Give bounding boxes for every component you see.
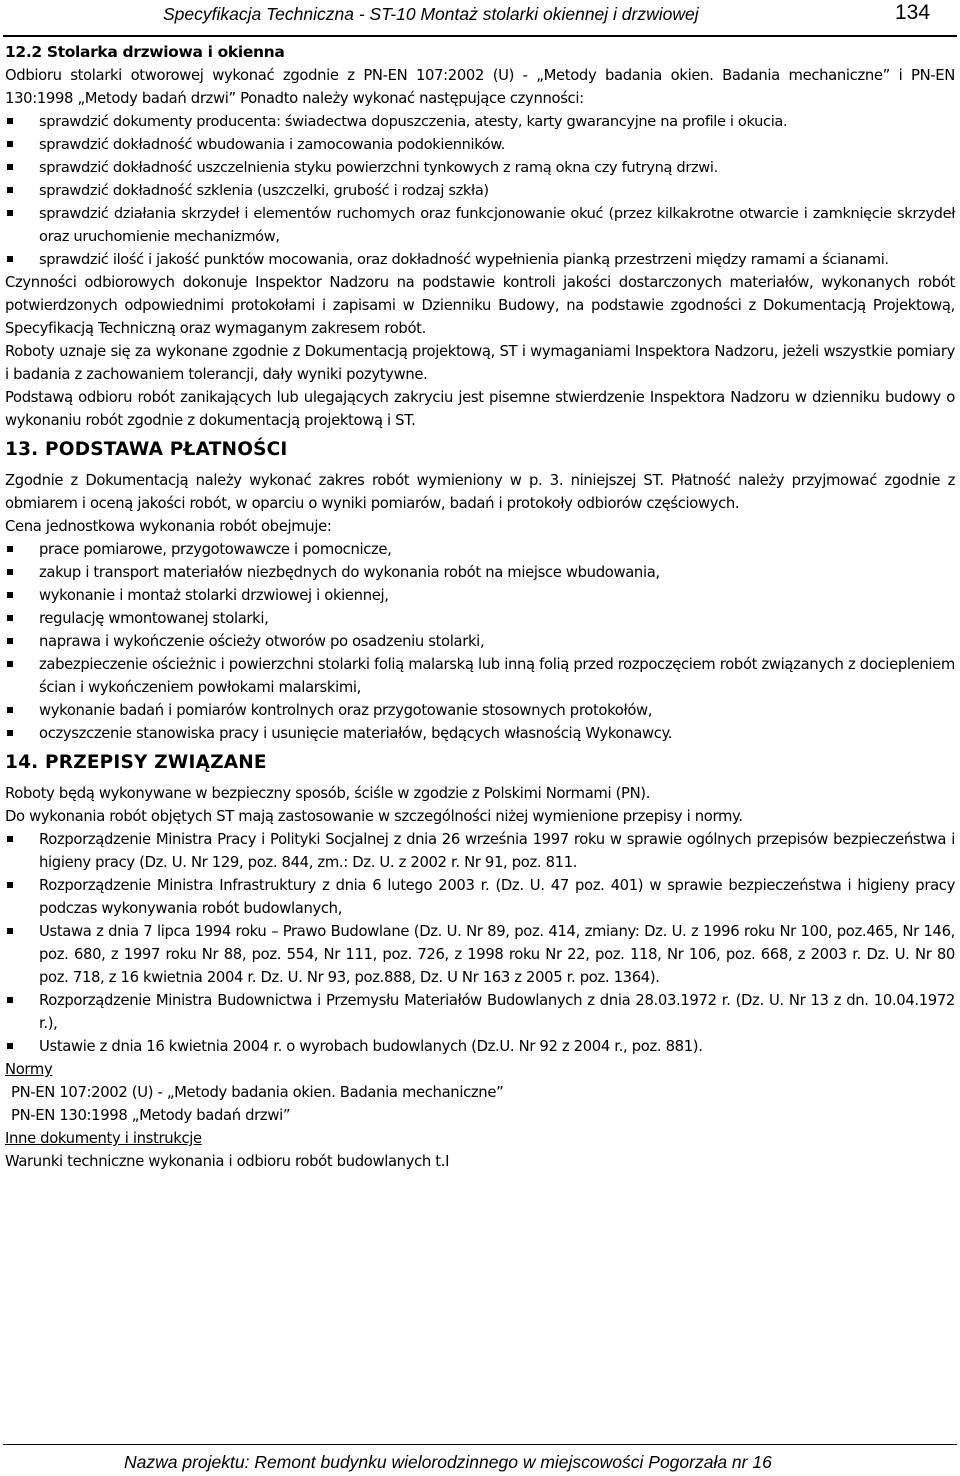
list-item: wykonanie badań i pomiarów kontrolnych oraz przygotowanie stosownych protokołów,: [5, 699, 955, 722]
section-14-regulations: [5, 828, 955, 1058]
list-item: wykonanie i montaż stolarki drzwiowej i okiennej,: [5, 584, 955, 607]
list-item: sprawdzić działania skrzydeł i elementów ruchomych oraz funkcjonowanie okuć (przez kilkakrotne otwarcie i zamknięcie skrzydeł oraz uruchomienie mechanizmów,: [5, 202, 955, 248]
list-item: Rozporządzenie Ministra Pracy i Polityki Socjalnej z dnia 26 września 1997 roku w sprawie ogólnych przepisów bezpieczeństwa i higieny pracy (Dz. U. Nr 129, poz. 844, zm.: Dz. U. z 2002 r. Nr 91, poz. 811.: [5, 828, 955, 874]
section-12-2-checklist: [5, 110, 955, 271]
page-header: [0, 0, 960, 38]
header-title: Specyfikacja Techniczna - ST-10 Montaż stolarki okiennej i drzwiowej: [163, 4, 699, 24]
list-item: Ustawa z dnia 7 lipca 1994 roku – Prawo Budowlane (Dz. U. Nr 89, poz. 414, zmiany: Dz. U. z 1996 roku Nr 100, poz.465, Nr 146, poz. 680, z 1997 roku Nr 88, poz. 554, Nr 111, poz. 726, z 1998 roku Nr 22, poz. 118, Nr 106, poz. 668, z 2003 r. Dz. U. Nr 80 poz. 718, z 16 kwietnia 2004 r. Dz. U. Nr 93, poz.888, Dz. U Nr 163 z 2005 r. poz. 1364).: [5, 920, 955, 989]
footer-project-name: Nazwa projektu: Remont budynku wielorodzinnego w miejscowości Pogorzała nr 16: [124, 1452, 772, 1472]
page-number: 134: [895, 1, 931, 24]
section-12-2-heading: 12.2 Stolarka drzwiowa i okienna: [5, 43, 285, 61]
list-item: zakup i transport materiałów niezbędnych do wykonania robót na miejsce wbudowania,: [5, 561, 955, 584]
list-item: prace pomiarowe, przygotowawcze i pomocnicze,: [5, 538, 955, 561]
list-item: sprawdzić dokumenty producenta: świadectwa dopuszczenia, atesty, karty gwarancyjne na profile i okucia.: [5, 110, 955, 133]
list-item: oczyszczenie stanowiska pracy i usunięcie materiałów, będących własnością Wykonawcy.: [5, 722, 955, 745]
document-body: [5, 41, 955, 1173]
list-item: Ustawie z dnia 16 kwietnia 2004 r. o wyrobach budowlanych (Dz.U. Nr 92 z 2004 r., poz. 881).: [5, 1035, 955, 1058]
other-docs-label: Inne dokumenty i instrukcje: [5, 1130, 202, 1147]
section-13-cost-items: [5, 538, 955, 745]
footer-divider: [3, 1444, 957, 1445]
list-item: sprawdzić ilość i jakość punktów mocowania, oraz dokładność wypełnienia pianką przestrzeni między ramami a ścianami.: [5, 248, 955, 271]
list-item: sprawdzić dokładność uszczelnienia styku powierzchni tynkowych z ramą okna czy futryną drzwi.: [5, 156, 955, 179]
header-divider: [3, 35, 957, 37]
list-item: zabezpieczenie ościeżnic i powierzchni stolarki folią malarską lub inną folią przed rozpoczęciem robót związanych z dociepleniem ścian i wykończeniem powłokami malarskimi,: [5, 653, 955, 699]
paragraph: Roboty uznaje się za wykonane zgodnie z Dokumentacją projektową, ST i wymaganiami Inspektora Nadzoru, jeżeli wszystkie pomiary i badania z zachowaniem tolerancji, dały wyniki pozytywne.: [5, 343, 955, 383]
paragraph: Czynności odbiorowych dokonuje Inspektor Nadzoru na podstawie kontroli jakości dostarczonych materiałów, wykonanych robót potwierdzonych odpowiednimi protokołami i zapisami w Dzienniku Budowy, na podstawie zgodności z Dokumentacją Projektową, Specyfikacją Techniczną oraz wymaganym zakresem robót.: [5, 274, 955, 337]
paragraph: Zgodnie z Dokumentacją należy wykonać zakres robót wymieniony w p. 3. niniejszej ST. Płatność należy przyjmować zgodnie z obmiarem i oceną jakości robót, w oparciu o wyniki pomiarów, badań i protokoły odbiorów częściowych.: [5, 472, 955, 512]
section-14-heading: 14. PRZEPISY ZWIĄZANE: [5, 752, 267, 773]
list-intro: Cena jednostkowa wykonania robót obejmuje:: [5, 518, 332, 535]
list-item: naprawa i wykończenie ościeży otworów po osadzeniu stolarki,: [5, 630, 955, 653]
list-item: Rozporządzenie Ministra Infrastruktury z dnia 6 lutego 2003 r. (Dz. U. 47 poz. 401) w sprawie bezpieczeństwa i higieny pracy podczas wykonywania robót budowlanych,: [5, 874, 955, 920]
paragraph: Do wykonania robót objętych ST mają zastosowanie w szczególności niżej wymienione przepisy i normy.: [5, 808, 743, 825]
list-item: sprawdzić dokładność wbudowania i zamocowania podokienników.: [5, 133, 955, 156]
other-doc-item: Warunki techniczne wykonania i odbioru robót budowlanych t.I: [5, 1153, 450, 1170]
list-item: regulację wmontowanej stolarki,: [5, 607, 955, 630]
section-13-heading: 13. PODSTAWA PŁATNOŚCI: [5, 439, 288, 460]
paragraph: Podstawą odbioru robót zanikających lub ulegających zakryciu jest pisemne stwierdzenie Inspektora Nadzoru w dzienniku budowy o wykonaniu robót zgodnie z dokumentacją projektową i ST.: [5, 389, 955, 429]
norm-item: PN-EN 107:2002 (U) - „Metody badania okien. Badania mechaniczne”: [11, 1084, 504, 1101]
list-item: Rozporządzenie Ministra Budownictwa i Przemysłu Materiałów Budowlanych z dnia 28.03.1972 r. (Dz. U. Nr 13 z dn. 10.04.1972 r.),: [5, 989, 955, 1035]
norm-item: PN-EN 130:1998 „Metody badań drzwi”: [11, 1107, 291, 1124]
paragraph: Roboty będą wykonywane w bezpieczny sposób, ściśle w zgodzie z Polskimi Normami (PN).: [5, 785, 651, 802]
norms-label: Normy: [5, 1061, 53, 1078]
page-footer: [0, 1444, 960, 1476]
section-12-2-intro: Odbioru stolarki otworowej wykonać zgodnie z PN-EN 107:2002 (U) - „Metody badania okien. Badania mechaniczne” i PN-EN 130:1998 „Metody badań drzwi” Ponadto należy wykonać następujące czynności:: [5, 67, 955, 107]
list-item: sprawdzić dokładność szklenia (uszczelki, grubość i rodzaj szkła): [5, 179, 955, 202]
